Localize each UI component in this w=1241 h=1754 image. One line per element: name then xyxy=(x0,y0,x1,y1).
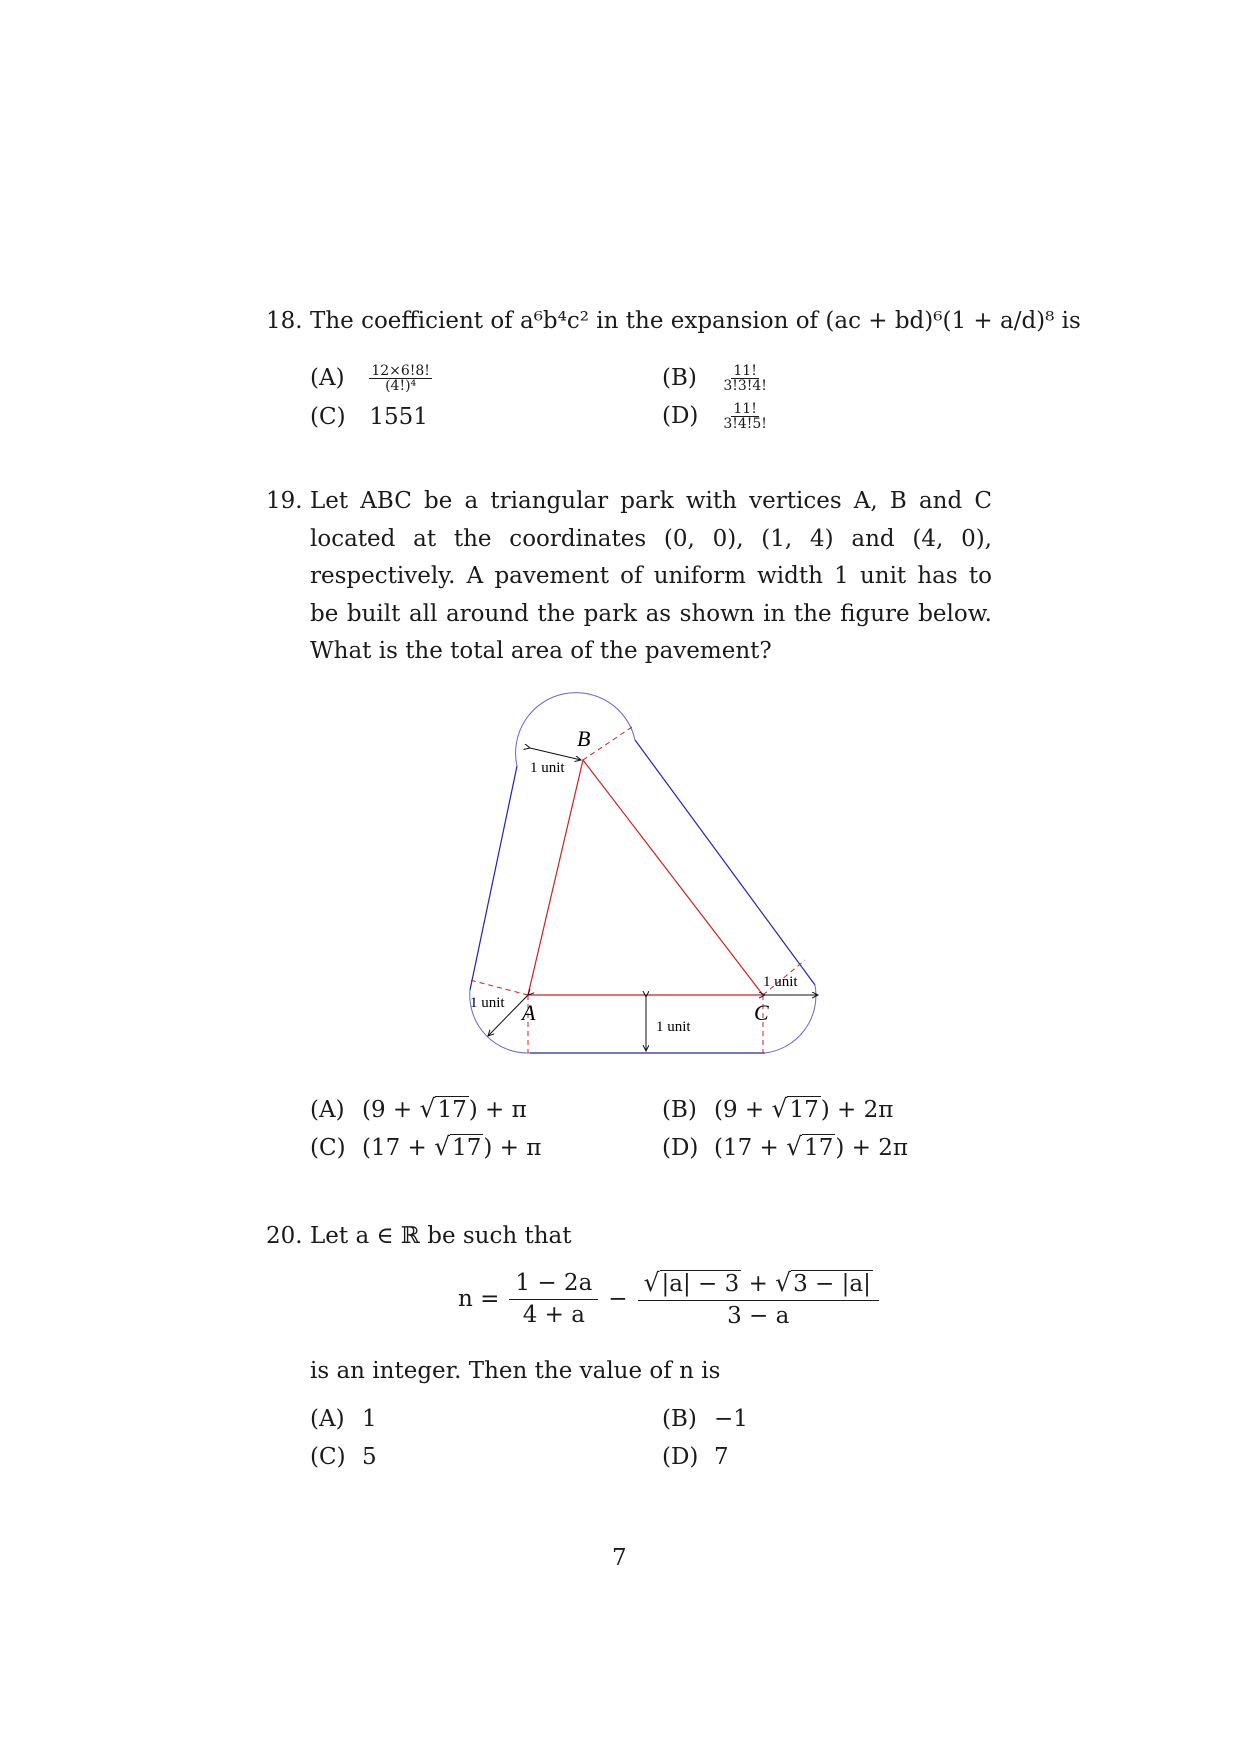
park-triangle xyxy=(528,760,763,995)
park-pavement-figure xyxy=(460,690,860,1070)
option-value: 1551 xyxy=(369,404,428,430)
question-18 xyxy=(266,303,1081,343)
equation-lhs: n = xyxy=(458,1286,500,1312)
option-value: 7 xyxy=(714,1444,729,1470)
sqrt-icon: √ xyxy=(775,1268,792,1297)
option-pre: (17 + xyxy=(714,1135,787,1161)
option-label: (A) xyxy=(310,364,345,391)
dimension-label-ac: 1 unit xyxy=(656,1019,691,1035)
sqrt-icon: √ xyxy=(419,1094,436,1123)
option-value: 5 xyxy=(362,1444,377,1470)
vertex-label-b: B xyxy=(577,726,591,751)
option-pre: (17 + xyxy=(362,1135,435,1161)
option-value: 1 xyxy=(362,1406,377,1432)
question-stem: The coefficient of a⁶b⁴c² in the expansion of (ac + bd)⁶(1 + a/d)⁸ is xyxy=(310,308,1081,334)
option-label: (C) xyxy=(310,404,346,430)
dashed-perp-b-right xyxy=(583,725,635,760)
option-label: (B) xyxy=(662,1406,697,1432)
question-number: 19. xyxy=(266,488,303,514)
question-number: 20. xyxy=(266,1223,303,1249)
option-label: (A) xyxy=(310,1406,345,1432)
q18-option-b[interactable] xyxy=(662,364,769,393)
option-post: ) + π xyxy=(468,1097,527,1123)
q20-equation xyxy=(458,1268,879,1330)
q20-option-d[interactable] xyxy=(662,1444,729,1470)
sqrt-icon: √ xyxy=(643,1268,660,1297)
fraction-numerator: 11! xyxy=(733,401,757,417)
question-19-text: Let ABC be a triangular park with vertices A, B and C located at the coordinates (0, 0), (1, 4) and (4, 0), respectively. A pavement of uniform width 1 unit has to be built all around the park as shown in the figure below. What is the total area of the pavement? xyxy=(310,488,992,664)
option-radicand: 17 xyxy=(789,1097,819,1123)
option-label: (B) xyxy=(662,364,697,391)
question-20-intro: Let a ∈ ℝ be such that xyxy=(310,1223,572,1249)
fraction-denominator: 3 − a xyxy=(727,1303,790,1329)
dimension-label-b: 1 unit xyxy=(530,760,565,776)
option-pre: (9 + xyxy=(714,1097,772,1123)
option-pre: (9 + xyxy=(362,1097,420,1123)
equation-fraction-2 xyxy=(638,1268,879,1330)
option-label: (C) xyxy=(310,1135,346,1161)
page-number: 7 xyxy=(612,1545,627,1571)
vertex-label-a: A xyxy=(522,1000,536,1025)
question-20-conclusion: is an integer. Then the value of n is xyxy=(310,1358,721,1384)
option-value: −1 xyxy=(714,1406,748,1432)
dimension-label-a: 1 unit xyxy=(470,995,505,1011)
option-label: (C) xyxy=(310,1444,346,1470)
q18-option-c[interactable] xyxy=(310,404,428,430)
dimension-label-c: 1 unit xyxy=(763,974,798,990)
equation-fraction-1 xyxy=(509,1270,598,1329)
radicand-2: 3 − |a| xyxy=(793,1271,871,1297)
dashed-perp-a-left xyxy=(470,980,528,995)
option-label: (D) xyxy=(662,1444,699,1470)
q20-option-c[interactable] xyxy=(310,1444,377,1470)
sqrt-icon: √ xyxy=(434,1132,451,1161)
option-fraction xyxy=(721,364,769,393)
option-post: ) + 2π xyxy=(835,1135,908,1161)
pavement-boundary-ab xyxy=(470,766,517,990)
option-radicand: 17 xyxy=(804,1135,834,1161)
corner-arc-b xyxy=(516,693,635,766)
option-radicand: 17 xyxy=(437,1097,467,1123)
fraction-denominator: 3!4!5! xyxy=(723,416,767,432)
option-fraction xyxy=(721,402,769,431)
q19-option-c[interactable] xyxy=(310,1132,541,1161)
fraction-denominator: 4 + a xyxy=(522,1301,585,1328)
sqrt-icon: √ xyxy=(786,1132,803,1161)
equation-plus: + xyxy=(748,1271,768,1297)
equation-minus: − xyxy=(608,1286,628,1312)
fraction-denominator: (4!)⁴ xyxy=(385,378,417,394)
q20-option-a[interactable] xyxy=(310,1406,377,1432)
sqrt-icon: √ xyxy=(771,1094,788,1123)
q19-option-b[interactable] xyxy=(662,1094,893,1123)
option-label: (D) xyxy=(662,1135,699,1161)
q18-option-a[interactable] xyxy=(310,364,432,393)
option-fraction xyxy=(369,364,432,393)
fraction-numerator: 11! xyxy=(733,363,757,379)
fraction-numerator: 12×6!8! xyxy=(371,363,430,379)
q19-option-a[interactable] xyxy=(310,1094,527,1123)
dimension-arrow-b xyxy=(530,748,581,760)
option-radicand: 17 xyxy=(452,1135,482,1161)
radicand-1: |a| − 3 xyxy=(661,1271,740,1297)
fraction-denominator: 3!3!4! xyxy=(723,378,767,394)
q20-option-b[interactable] xyxy=(662,1406,748,1432)
option-label: (D) xyxy=(662,402,699,429)
option-post: ) + π xyxy=(483,1135,542,1161)
option-label: (A) xyxy=(310,1097,345,1123)
option-post: ) + 2π xyxy=(820,1097,894,1123)
fraction-numerator: 1 − 2a xyxy=(509,1270,598,1300)
option-label: (B) xyxy=(662,1097,697,1123)
fraction-numerator xyxy=(638,1268,879,1301)
q18-option-d[interactable] xyxy=(662,402,769,431)
vertex-label-c: C xyxy=(754,1000,769,1025)
question-number: 18. xyxy=(266,308,303,334)
q19-option-d[interactable] xyxy=(662,1132,908,1161)
